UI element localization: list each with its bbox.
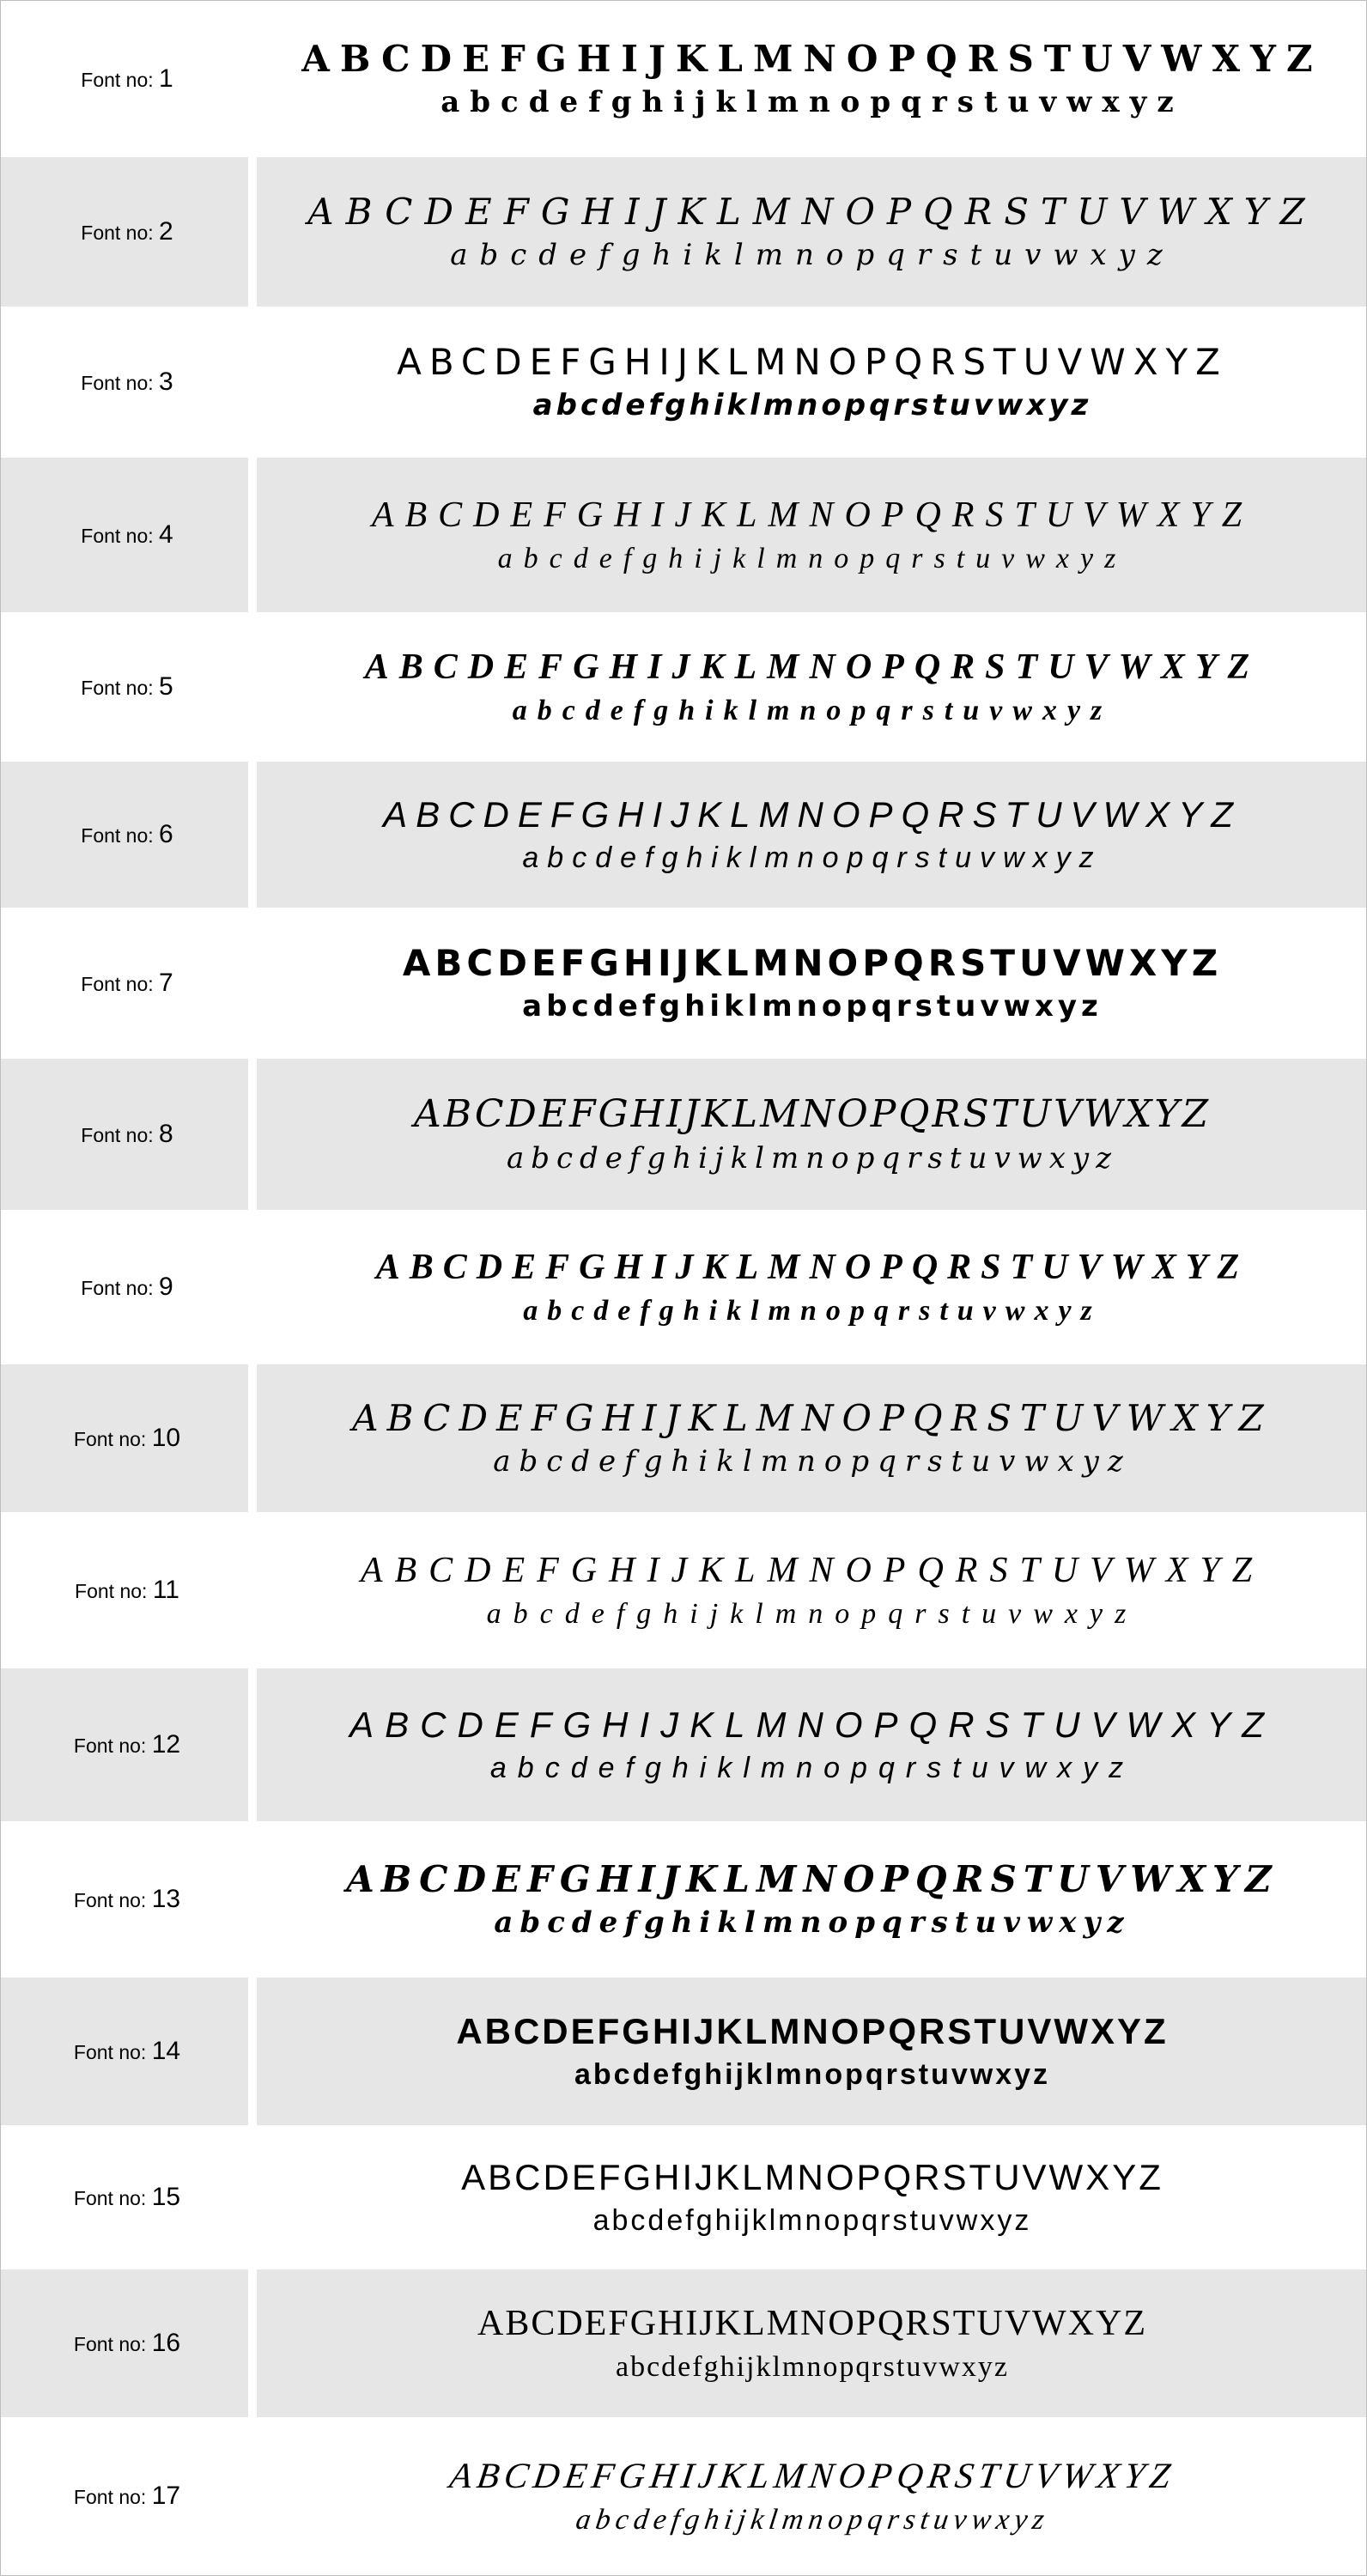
font-sample-cell	[257, 762, 1366, 908]
lowercase-sample: abcdefghijklmnopqrstuvwxyz	[592, 2203, 1032, 2237]
uppercase-sample: ABCDEFGHIJKLMNOPQRSTUVWXYZ	[477, 2304, 1148, 2344]
font-label-prefix: Font no:	[73, 1428, 147, 1450]
font-sample-cell	[257, 1821, 1366, 1978]
column-divider	[248, 762, 257, 908]
font-row	[1, 2269, 1366, 2417]
font-label-cell	[1, 612, 248, 762]
font-label-prefix: Font no:	[81, 372, 154, 394]
font-row	[1, 458, 1366, 612]
font-label-cell	[1, 1210, 248, 1364]
lowercase-sample: abcdefghijklmnopqrstuvwxyz	[574, 2503, 1051, 2536]
font-label-cell	[1, 2125, 248, 2269]
font-sample-cell	[257, 1210, 1366, 1364]
column-divider	[248, 2125, 257, 2269]
font-label	[76, 820, 173, 849]
font-label-cell	[1, 1978, 248, 2125]
font-row	[1, 1364, 1366, 1512]
font-label-prefix: Font no:	[73, 2187, 147, 2209]
font-number: 15	[151, 2183, 181, 2211]
font-row	[1, 307, 1366, 458]
uppercase-sample: ABCDEFGHIJKLMNOPQRSTUVWXYZ	[371, 495, 1254, 536]
font-label-cell	[1, 908, 248, 1059]
uppercase-sample: ABCDEFGHIJKLMNOPQRSTUVWXYZ	[456, 2011, 1169, 2052]
font-label-cell	[1, 1821, 248, 1978]
font-label-cell	[1, 2269, 248, 2417]
font-row	[1, 908, 1366, 1059]
font-label-prefix: Font no:	[81, 1277, 154, 1299]
font-number: 17	[151, 2482, 181, 2510]
font-number: 2	[159, 217, 173, 246]
lowercase-sample: abcdefghijklmnopqrstuvwxyz	[486, 1597, 1139, 1630]
font-number: 6	[159, 820, 173, 848]
font-label-prefix: Font no:	[81, 677, 154, 699]
font-label-prefix: Font no:	[81, 69, 154, 91]
column-divider	[248, 157, 257, 307]
uppercase-sample: ABCDEFGHIJKLMNOPQRSTUVWXYZ	[447, 2457, 1178, 2497]
font-number: 12	[151, 1730, 181, 1759]
font-number: 16	[151, 2329, 181, 2357]
column-divider	[248, 2269, 257, 2417]
font-number: 5	[159, 672, 173, 701]
font-label	[69, 2482, 180, 2511]
lowercase-sample: abcdefghiklmnopqrstuvwxyz	[532, 387, 1092, 422]
font-sample-cell	[257, 1512, 1366, 1668]
font-label-prefix: Font no:	[81, 525, 154, 547]
uppercase-sample: ABCDEFGHIJKLMNOPQRSTUVWXYZ	[397, 341, 1228, 384]
lowercase-sample: abcdefghiklmnopqrstuvwxyz	[450, 237, 1175, 272]
uppercase-sample: ABCDEFGHIJKLMNOPQRSTUVWXYZ	[383, 794, 1242, 835]
lowercase-sample: abcdefghiklmnopqrstuvwxyz	[494, 1905, 1131, 1940]
column-divider	[248, 612, 257, 762]
font-number: 1	[159, 64, 173, 93]
column-divider	[248, 307, 257, 458]
column-divider	[248, 1, 257, 157]
font-row	[1, 157, 1366, 307]
font-number: 11	[152, 1576, 179, 1604]
column-divider	[248, 2417, 257, 2575]
font-sample-cell	[257, 1364, 1366, 1512]
lowercase-sample: abcdefghiklmnopqrstuvwxyz	[512, 694, 1113, 726]
font-number: 3	[159, 368, 173, 396]
font-label-cell	[1, 2417, 248, 2575]
font-sample-cell	[257, 2125, 1366, 2269]
font-row	[1, 1, 1366, 157]
lowercase-sample: abcdefghijklmnopqrstuvwxyz	[440, 84, 1184, 119]
font-sample-cell	[257, 1, 1366, 157]
uppercase-sample: ABCDEFGHIJKLMNOPQRSTUVWXYZ	[307, 191, 1317, 234]
lowercase-sample: abcdefghiklmnopqrstuvwxyz	[523, 1294, 1102, 1327]
font-label-prefix: Font no:	[73, 2486, 147, 2508]
uppercase-sample: ABCDEFGHIJKLMNOPQRSTUVWXYZ	[413, 1092, 1212, 1137]
lowercase-sample: abcdefghiklmnopqrstuvwxyz	[522, 841, 1103, 874]
font-row	[1, 612, 1366, 762]
font-label	[76, 672, 173, 702]
font-label	[76, 969, 173, 998]
font-sample-cell	[257, 1978, 1366, 2125]
font-label-prefix: Font no:	[73, 1735, 147, 1757]
font-sample-cell	[257, 157, 1366, 307]
uppercase-sample: ABCDEFGHIJKLMNOPQRSTUVWXYZ	[346, 1858, 1279, 1901]
font-label-cell	[1, 1668, 248, 1821]
column-divider	[248, 1821, 257, 1978]
font-number: 4	[159, 520, 173, 549]
font-label-cell	[1, 1512, 248, 1668]
font-label	[69, 1885, 180, 1914]
font-label	[76, 1273, 173, 1302]
font-label	[69, 1424, 180, 1453]
column-divider	[248, 908, 257, 1059]
font-sample-cell	[257, 1059, 1366, 1210]
lowercase-sample: abcdefghijklmnopqrstuvwxyz	[615, 2350, 1010, 2383]
font-sample-cell	[257, 2417, 1366, 2575]
uppercase-sample: ABCDEFGHIJKLMNOPQRSTUVWXYZ	[301, 38, 1323, 81]
uppercase-sample: ABCDEFGHIJKLMNOPQRSTUVWXYZ	[375, 1248, 1249, 1288]
font-sample-cell	[257, 2269, 1366, 2417]
uppercase-sample: ABCDEFGHIJKLMNOPQRSTUVWXYZ	[402, 942, 1223, 985]
column-divider	[248, 1364, 257, 1512]
column-divider	[248, 1210, 257, 1364]
font-label-prefix: Font no:	[73, 2333, 147, 2355]
font-row	[1, 2417, 1366, 2575]
font-label-prefix: Font no:	[73, 1889, 147, 1911]
font-label-prefix: Font no:	[81, 973, 154, 995]
font-sample-cell	[257, 458, 1366, 612]
uppercase-sample: ABCDEFGHIJKLMNOPQRSTUVWXYZ	[352, 1397, 1273, 1440]
font-label-prefix: Font no:	[73, 2041, 147, 2063]
font-label-prefix: Font no:	[81, 1124, 154, 1146]
lowercase-sample: abcdefghiklmnopqrstuvwxyz	[489, 1751, 1135, 1784]
column-divider	[248, 1512, 257, 1668]
font-label	[76, 64, 173, 94]
font-label-cell	[1, 307, 248, 458]
font-row	[1, 762, 1366, 908]
column-divider	[248, 1668, 257, 1821]
font-label-cell	[1, 762, 248, 908]
uppercase-sample: ABCDEFGHIJKLMNOPQRSTUVWXYZ	[364, 647, 1261, 688]
font-number: 13	[151, 1885, 181, 1913]
font-label	[70, 1576, 179, 1605]
column-divider	[248, 1978, 257, 2125]
font-sample-cell	[257, 307, 1366, 458]
font-number: 7	[159, 969, 173, 997]
lowercase-sample: abcdefghiklmnopqrstuvwxyz	[522, 988, 1103, 1024]
font-row	[1, 2125, 1366, 2269]
font-label-cell	[1, 1, 248, 157]
font-label	[76, 520, 173, 550]
uppercase-sample: ABCDEFGHIJKLMNOPQRSTUVWXYZ	[349, 1704, 1275, 1746]
font-sample-cell	[257, 1668, 1366, 1821]
font-number: 8	[159, 1120, 173, 1148]
font-label	[69, 2037, 180, 2066]
font-label-cell	[1, 458, 248, 612]
font-row	[1, 1668, 1366, 1821]
uppercase-sample: ABCDEFGHIJKLMNOPQRSTUVWXYZ	[360, 1551, 1265, 1591]
font-label-prefix: Font no:	[75, 1580, 148, 1602]
uppercase-sample: ABCDEFGHIJKLMNOPQRSTUVWXYZ	[461, 2157, 1163, 2198]
column-divider	[248, 1059, 257, 1210]
lowercase-sample: abcdefghijklmnopqrstuvwxyz	[506, 1140, 1119, 1176]
font-label-prefix: Font no:	[81, 222, 154, 244]
font-label-prefix: Font no:	[81, 824, 154, 847]
font-row	[1, 1821, 1366, 1978]
font-sample-cell	[257, 612, 1366, 762]
font-label	[76, 1120, 173, 1149]
font-row	[1, 1512, 1366, 1668]
lowercase-sample: abcdefghijklmnopqrstuvwxyz	[574, 2057, 1051, 2091]
font-sample-cell	[257, 908, 1366, 1059]
font-label	[69, 2329, 180, 2358]
font-label-cell	[1, 157, 248, 307]
font-label	[76, 368, 173, 397]
font-row	[1, 1059, 1366, 1210]
font-label	[76, 217, 173, 246]
font-number: 9	[159, 1273, 173, 1301]
font-row	[1, 1978, 1366, 2125]
lowercase-sample: abcdefghijklmnopqrstuvwxyz	[497, 542, 1127, 574]
font-number: 14	[151, 2037, 181, 2065]
font-label-cell	[1, 1364, 248, 1512]
font-row	[1, 1210, 1366, 1364]
font-label-cell	[1, 1059, 248, 1210]
font-number: 10	[151, 1424, 181, 1452]
lowercase-sample: abcdefghiklmnopqrstuvwxyz	[493, 1443, 1132, 1479]
font-label	[69, 2183, 180, 2212]
column-divider	[248, 458, 257, 612]
font-label	[69, 1730, 180, 1759]
